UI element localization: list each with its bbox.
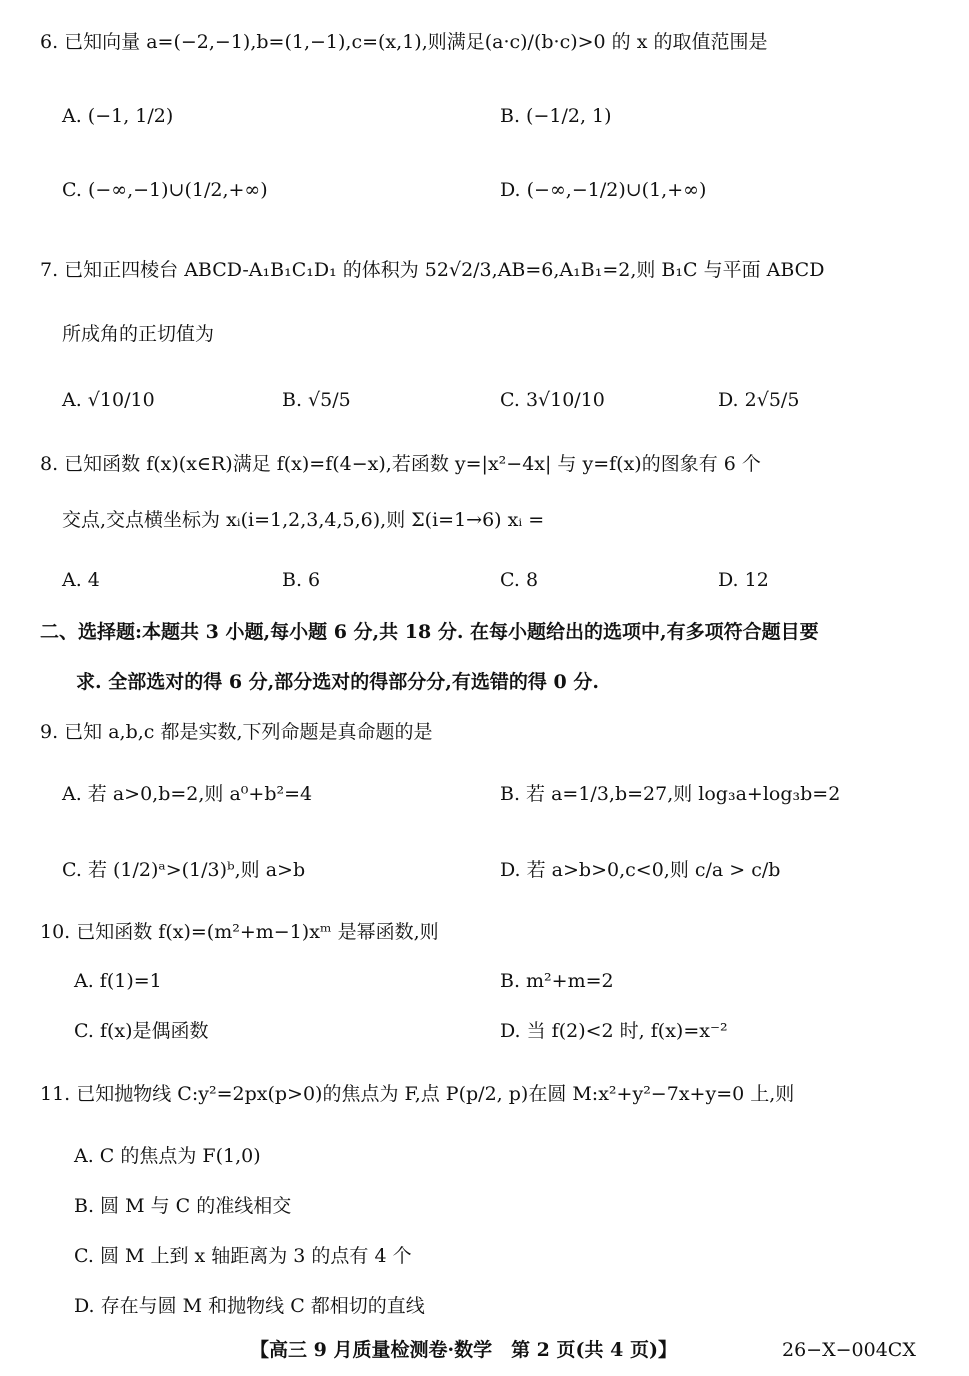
q6-option-c: C. (−∞,−1)∪(1/2,+∞): [62, 179, 268, 201]
q10-option-d: D. 当 f(2)<2 时, f(x)=x⁻²: [500, 1020, 728, 1042]
q11-option-a: A. C 的焦点为 F(1,0): [74, 1145, 261, 1167]
q8-stem-line-2: 交点,交点横坐标为 xᵢ(i=1,2,3,4,5,6),则 Σ(i=1→6) xᵢ =: [62, 509, 545, 531]
q10-option-b: B. m²+m=2: [500, 970, 614, 992]
q9-stem: 9. 已知 a,b,c 都是实数,下列命题是真命题的是: [40, 721, 433, 743]
q10-option-c: C. f(x)是偶函数: [74, 1020, 209, 1042]
q7-option-d: D. 2√5/5: [718, 389, 800, 411]
q6-option-d: D. (−∞,−1/2)∪(1,+∞): [500, 179, 707, 201]
q10-stem: 10. 已知函数 f(x)=(m²+m−1)xᵐ 是幂函数,则: [40, 921, 439, 943]
q9-option-a: A. 若 a>0,b=2,则 a⁰+b²=4: [62, 783, 313, 805]
section-2-instructions-line-2: 求. 全部选对的得 6 分,部分选对的得部分分,有选错的得 0 分.: [76, 671, 599, 693]
q9-option-b: B. 若 a=1/3,b=27,则 log₃a+log₃b=2: [500, 783, 841, 805]
q6-option-a: A. (−1, 1/2): [62, 105, 174, 127]
q6-stem: 6. 已知向量 a=(−2,−1),b=(1,−1),c=(x,1),则满足(a·c)/(b·c)>0 的 x 的取值范围是: [40, 31, 768, 53]
page-footer-code: 26−X−004CX: [782, 1339, 916, 1361]
q11-option-b: B. 圆 M 与 C 的准线相交: [74, 1195, 292, 1217]
q9-option-d: D. 若 a>b>0,c<0,则 c/a > c/b: [500, 859, 781, 881]
q11-stem: 11. 已知抛物线 C:y²=2px(p>0)的焦点为 F,点 P(p/2, p)在圆 M:x²+y²−7x+y=0 上,则: [40, 1083, 795, 1105]
q7-option-a: A. √10/10: [62, 389, 155, 411]
q6-option-b: B. (−1/2, 1): [500, 105, 612, 127]
q7-option-b: B. √5/5: [282, 389, 351, 411]
q8-option-b: B. 6: [282, 569, 321, 591]
page-footer-title: 【高三 9 月质量检测卷·数学 第 2 页(共 4 页)】: [250, 1339, 677, 1361]
q8-option-a: A. 4: [62, 569, 100, 591]
q7-option-c: C. 3√10/10: [500, 389, 605, 411]
q11-option-c: C. 圆 M 上到 x 轴距离为 3 的点有 4 个: [74, 1245, 412, 1267]
q8-option-d: D. 12: [718, 569, 769, 591]
q11-option-d: D. 存在与圆 M 和抛物线 C 都相切的直线: [74, 1295, 425, 1317]
q7-stem-line-2: 所成角的正切值为: [62, 323, 215, 345]
q9-option-c: C. 若 (1/2)ᵃ>(1/3)ᵇ,则 a>b: [62, 859, 306, 881]
q8-stem-line-1: 8. 已知函数 f(x)(x∈R)满足 f(x)=f(4−x),若函数 y=|x²−4x| 与 y=f(x)的图象有 6 个: [40, 453, 761, 475]
q8-option-c: C. 8: [500, 569, 539, 591]
section-2-instructions-line-1: 二、选择题:本题共 3 小题,每小题 6 分,共 18 分. 在每小题给出的选项中,有多项符合题目要: [40, 621, 819, 643]
q10-option-a: A. f(1)=1: [74, 970, 162, 992]
q7-stem-line-1: 7. 已知正四棱台 ABCD-A₁B₁C₁D₁ 的体积为 52√2/3,AB=6,A₁B₁=2,则 B₁C 与平面 ABCD: [40, 259, 825, 281]
